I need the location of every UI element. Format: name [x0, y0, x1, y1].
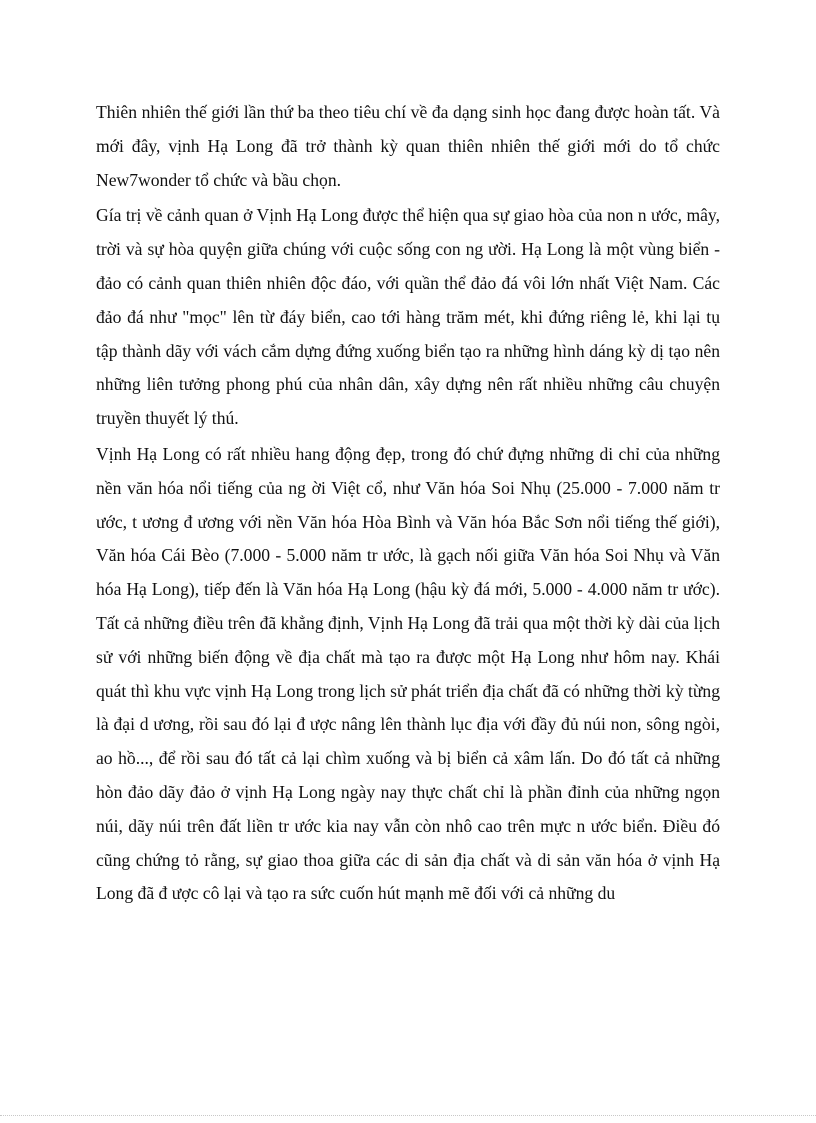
paragraph-caves-culture: Vịnh Hạ Long có rất nhiều hang động đẹp, trong đó chứ đựng những di chỉ của những nền văn hóa nổi tiếng của ng ời Việt cổ, như Văn hóa Soi Nhụ (25.000 - 7.000 năm tr ước, t ương đ ương với nền Văn hóa Hòa Bình và Văn hóa Bắc Sơn nổi tiếng thế giới), Văn hóa Cái Bèo (7.000 - 5.000 năm tr ước, là gạch nối giữa Văn hóa Soi Nhụ và Văn hóa Hạ Long), tiếp đến là Văn hóa Hạ Long (hậu kỳ đá mới, 5.000 - 4.000 năm tr ước). Tất cả những điều trên đã khẳng định, Vịnh Hạ Long đã trải qua một thời kỳ dài của lịch sử với những biến động về địa chất mà tạo ra được một Hạ Long như hôm nay. Khái quát thì khu vực vịnh Hạ Long trong lịch sử phát triển địa chất đã có những thời kỳ từng là đại d ương, rồi sau đó lại đ ược nâng lên thành lục địa với đầy đủ núi non, sông ngòi, ao hồ..., để rồi sau đó tất cả lại chìm xuống và bị biển cả xâm lấn. Do đó tất cả những hòn đảo dãy đảo ở vịnh Hạ Long ngày nay thực chất chỉ là phần đỉnh của những ngọn núi, dãy núi trên đất liền tr ước kia nay vẫn còn nhô cao trên mực n ước biển. Điều đó cũng chứng tỏ rằng, sự giao thoa giữa các di sản địa chất và di sản văn hóa ở vịnh Hạ Long đã đ ược cô lại và tạo ra sức cuốn hút mạnh mẽ đối với cả những du [96, 443, 720, 904]
paragraph-landscape-value: Gía trị về cảnh quan ở Vịnh Hạ Long được thể hiện qua sự giao hòa của non n ước, mây, trời và sự hòa quyện giữa chúng với cuộc sống con ng ười. Hạ Long là một vùng biển - đảo có cảnh quan thiên nhiên độc đáo, với quần thể đảo đá vôi lớn nhất Việt Nam. Các đảo đá như "mọc" lên từ đáy biển, cao tới hàng trăm mét, khi đứng riêng lẻ, khi lại tụ tập thành dãy với vách cắm dựng đứng xuống biển tạo ra những hình dáng kỳ dị tạo nên những liên tưởng phong phú của nhân dân, xây dựng nên rất nhiều những câu chuyện truyền thuyết lý thú. [96, 205, 720, 429]
page-bottom-divider [0, 1115, 816, 1116]
paragraph-intro-continuation: Thiên nhiên thế giới lần thứ ba theo tiêu chí về đa dạng sinh học đang được hoàn tất. Và mới đây, vịnh Hạ Long đã trở thành kỳ quan thiên nhiên thế giới mới do tổ chức New7wonder tổ chức và bầu chọn. [96, 102, 720, 190]
body-text [96, 96, 720, 913]
